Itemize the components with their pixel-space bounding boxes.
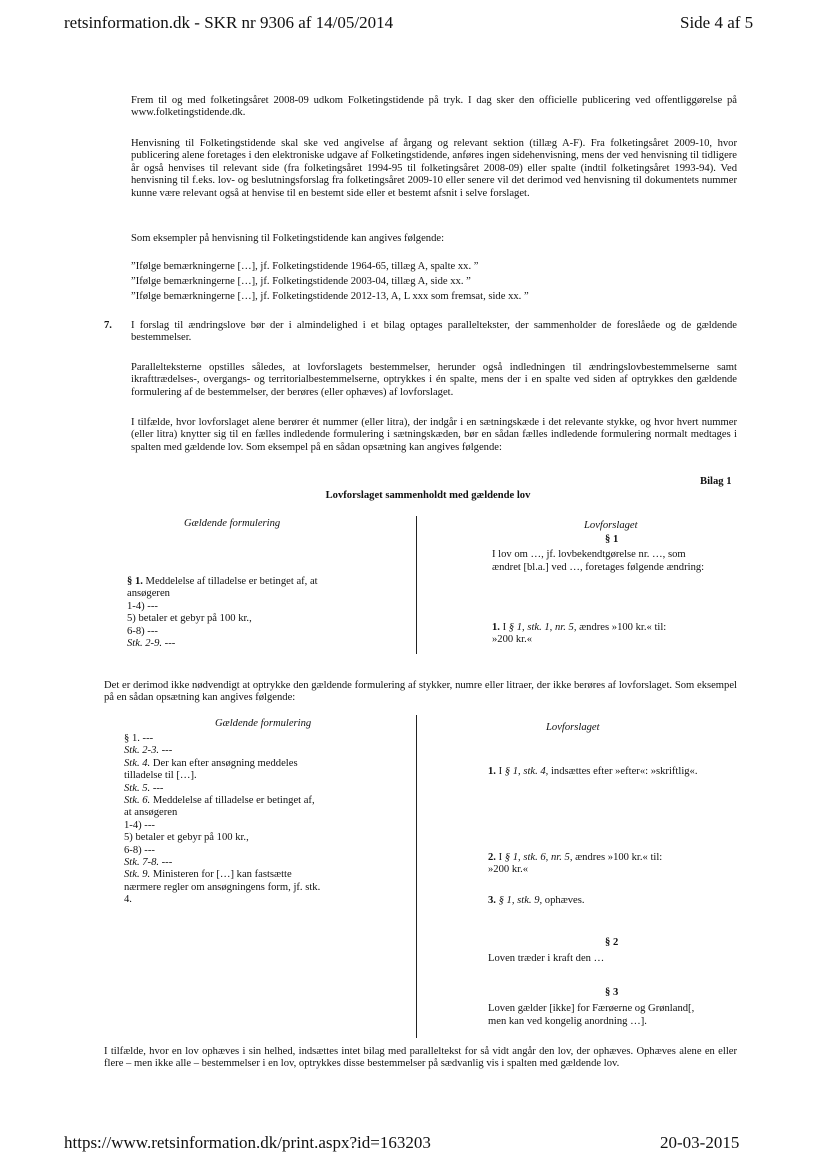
provision-ref: § 1, stk. 6, nr. 5, — [504, 852, 573, 863]
section-2-text: Loven træder i kraft den … — [488, 953, 605, 964]
paragraph-parallel-texts: I forslag til ændringslove bør der i almindelighed i et bilag optages paralleltekster, der sammenholder de foreslåede og de gældende bestemmelser. — [131, 320, 737, 344]
page-number: Side 4 af 5 — [680, 13, 754, 32]
paragraph-sentence-chain: I tilfælde, hvor lovforslaget alene berører ét nummer (eller litra), der indgår i en sætningskæde i det relevante stykke, og hvor hvert nummer (eller litra) knytter sig til en fælles indledende formulering i sætningskæden, bør en sådan fælles indledende formulering normalt medtages i spalten med gældende lov. Som eksempel på en sådan opsætning kan angives følgende: — [131, 417, 737, 453]
table1-intro-line: ændret [bl.a.] ved …, foretages følgende ændring: — [492, 562, 705, 573]
column-divider — [416, 715, 417, 1038]
section-3-text: men kan ved kongelig anordning …]. — [488, 1016, 647, 1027]
line-text: ændres »100 kr.« til: — [572, 852, 663, 863]
change-block — [488, 852, 738, 877]
table2-left-line — [124, 869, 404, 881]
change-number: 3. — [488, 895, 496, 906]
table2-left-line: 6-8) --- — [124, 844, 155, 856]
change-line — [488, 852, 738, 864]
section-2-mark: § 2 — [605, 937, 619, 948]
stk-ref: Stk. 6. — [124, 795, 151, 807]
table2-left-line: Stk. 7-8. --- — [124, 857, 173, 869]
print-date: 20-03-2015 — [660, 1133, 740, 1152]
table2-left-line: Stk. 2-3. --- — [124, 745, 173, 757]
line-text: ændres »100 kr.« til: — [576, 622, 667, 633]
table1-left-heading: Gældende formulering — [184, 518, 281, 529]
table1-left-line: 5) betaler et gebyr på 100 kr., — [127, 613, 252, 625]
table2-left-line — [124, 795, 404, 807]
print-header-title: retsinformation.dk - SKR nr 9306 af 14/05/2014 — [64, 13, 394, 32]
table2-left-line: nærmere regler om ansøgningens form, jf. stk. — [124, 881, 321, 893]
table1-section-mark: § 1 — [605, 534, 619, 545]
line-text: I — [495, 766, 505, 777]
section-number: § 1. — [127, 576, 143, 587]
provision-ref: § 1, stk. 9, — [495, 895, 543, 906]
table1-right-heading: Lovforslaget — [584, 520, 638, 531]
stk-ref: Stk. 2-9. — [127, 638, 163, 650]
table2-left-line: Stk. 5. --- — [124, 782, 164, 794]
bilag-title: Lovforslaget sammenholdt med gældende lov — [325, 490, 531, 501]
change-number: 1. — [488, 766, 496, 777]
table1-left-line: 1-4) --- — [127, 600, 158, 612]
change-line: »200 kr.« — [492, 634, 533, 646]
provision-ref: § 1, stk. 4, — [504, 766, 549, 777]
paragraph-repeal: I tilfælde, hvor en lov ophæves i sin helhed, indsættes intet bilag med paralleltekst for så vidt angår den lov, der ophæves. Ophæves alene en eller flere – men ikke alle – bestemmelser i en lov, optrykkes disse bestemmelser på sædvanlig vis i spalten med gældende lov. — [104, 1046, 737, 1070]
line-text: --- — [162, 638, 176, 650]
table1-left-line: ansøgeren — [127, 588, 170, 600]
table1-current-text — [127, 576, 397, 650]
table1-left-line — [127, 576, 397, 588]
stk-ref: Stk. 9. — [124, 869, 151, 881]
item-number: 7. — [104, 320, 112, 331]
table1-intro-line: I lov om …, jf. lovbekendtgørelse nr. …, som — [492, 549, 686, 560]
change-line — [488, 766, 698, 778]
change-line — [492, 622, 742, 634]
table2-left-line: at ansøgeren — [124, 807, 178, 819]
paragraph-reference-rules: Henvisning til Folketingstidende skal ske ved angivelse af årgang og relevant sektion (tillæg A-F). Fra folketingsåret 2009-10, hvor publicering alene foretages i den elektroniske udgave af Folketingstidende, anføres ingen sidehenvisning, mens der ved henvisning til tidligere år også henvises til relevant side (fra folketingsåret 1994-95 til folketingsåret 2008-09) eller spalte (indtil folketingsåret 1993-94). Ved henvisning til f.eks. lov- og beslutningsforslag fra folketingsåret 2009-10 eller senere vil det derimod ved henvisning til dokumentets nummer kunne være relevant også at henvise til en bestemt side eller et bestemt afsnit i selve forslaget. — [131, 138, 737, 199]
change-line — [488, 895, 585, 907]
example-line: ”Ifølge bemærkningerne […], jf. Folketingstidende 2003-04, tillæg A, side xx. ” — [131, 276, 471, 287]
table1-proposal-change — [492, 622, 742, 647]
line-text: Meddelelse af tilladelse er betinget af, — [150, 795, 315, 807]
line-text: indsættes efter »efter«: »skriftlig«. — [548, 766, 698, 777]
change-line: »200 kr.« — [488, 864, 529, 876]
table2-left-line: 5) betaler et gebyr på 100 kr., — [124, 832, 249, 844]
line-text: ophæves. — [542, 895, 585, 906]
paragraph-layout-rules: Parallelteksterne opstilles således, at lovforslagets bestemmelser, herunder også indledningen til ændringslovbestemmelserne samt ikrafttrædelses-, overgangs- og territorialbestemmelserne, optrykkes i én spalte, mens der i en spalte ved siden af optrykkes den gældende formulering af de bestemmelser, der berøres (eller ophæves) af lovforslaget. — [131, 362, 737, 398]
line-text: I — [495, 852, 505, 863]
section-3-mark: § 3 — [605, 987, 619, 998]
bilag-label: Bilag 1 — [700, 476, 732, 487]
print-url: https://www.retsinformation.dk/print.aspx?id=163203 — [64, 1133, 431, 1152]
provision-ref: § 1, stk. 1, nr. 5, — [508, 622, 577, 633]
table1-left-line — [127, 638, 397, 650]
line-text: I — [499, 622, 509, 633]
paragraph-no-need: Det er derimod ikke nødvendigt at optrykke den gældende formulering af stykker, numre eller litraer, der ikke berøres af lovforslaget. Som eksempel på en sådan opsætning kan angives følgende: — [104, 680, 737, 704]
table2-left-line: 4. — [124, 894, 132, 906]
table2-current-text — [124, 733, 404, 907]
table2-left-heading: Gældende formulering — [215, 718, 312, 729]
stk-ref: Stk. 4. — [124, 757, 151, 769]
table2-left-line — [124, 758, 404, 770]
change-number: 1. — [492, 622, 500, 633]
change-number: 2. — [488, 852, 496, 863]
example-line: ”Ifølge bemærkningerne […], jf. Folketingstidende 1964-65, tillæg A, spalte xx. ” — [131, 261, 479, 272]
line-text: Der kan efter ansøgning meddeles — [150, 757, 298, 769]
line-text: Meddelelse af tilladelse er betinget af, at — [142, 576, 318, 587]
table1-left-line: 6-8) --- — [127, 625, 158, 637]
column-divider — [416, 516, 417, 654]
table2-left-line: tilladelse til […]. — [124, 770, 197, 782]
table2-left-line: 1-4) --- — [124, 819, 155, 831]
paragraph-publication: Frem til og med folketingsåret 2008-09 udkom Folketingstidende på tryk. I dag sker den officielle publicering ved offentliggørelse på www.folketingstidende.dk. — [131, 95, 737, 119]
paragraph-examples-intro: Som eksempler på henvisning til Folketingstidende kan angives følgende: — [131, 233, 445, 244]
line-text: Ministeren for […] kan fastsætte — [150, 869, 292, 881]
example-line: ”Ifølge bemærkningerne […], jf. Folketingstidende 2012-13, A, L xxx som fremsat, side xx. ” — [131, 291, 529, 302]
section-3-text: Loven gælder [ikke] for Færøerne og Grønland[, — [488, 1003, 695, 1014]
table2-right-heading: Lovforslaget — [546, 722, 600, 733]
table2-left-line: § 1. --- — [124, 733, 154, 744]
